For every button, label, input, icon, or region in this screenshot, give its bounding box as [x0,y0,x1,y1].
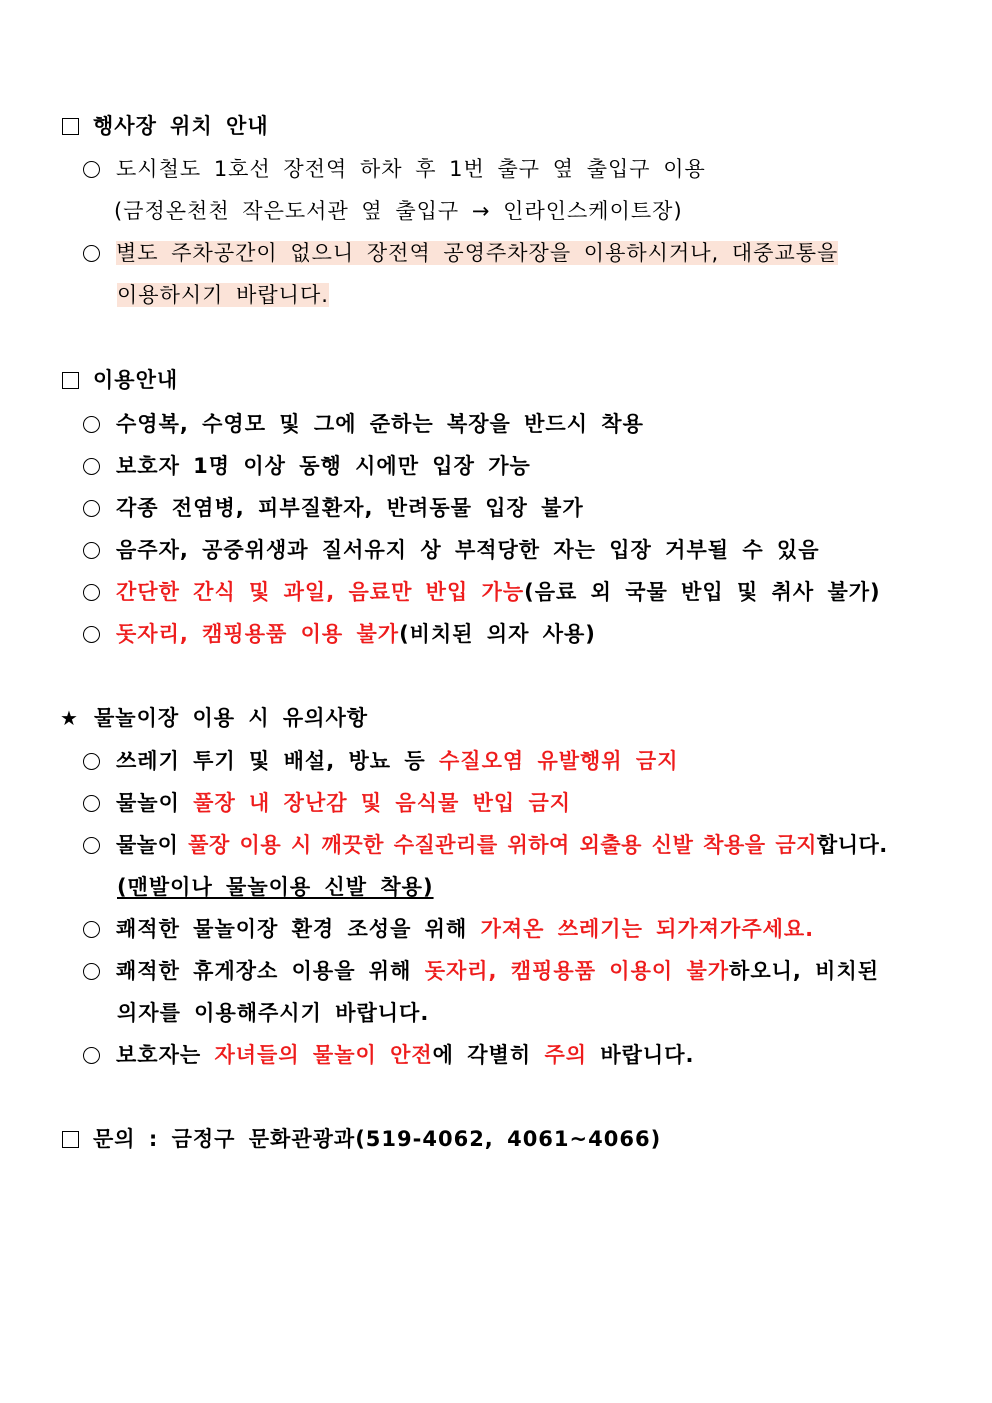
list-item [83,830,888,860]
heading-text: 행사장 위치 안내 [93,114,269,138]
list-item-continuation [117,998,429,1028]
red-emphasis-text: 주의 [544,1043,588,1067]
list-item [83,956,879,986]
red-emphasis-text: 풀장 이용 시 깨끗한 수질관리를 위하여 외출용 신발 착용을 금지 [188,833,817,857]
circle-icon [83,500,100,517]
item-text: 음주자, 공중위생과 질서유지 상 부적당한 자는 입장 거부될 수 있음 [116,538,820,562]
list-item [83,154,706,184]
contact-phone: (519-4062, 4061~4066) [355,1127,662,1151]
item-text: 보호자는 [116,1043,215,1067]
item-text: 물놀이 [116,791,194,815]
circle-icon [83,584,100,601]
section-heading-caution [60,703,368,733]
red-emphasis-text: 가져온 쓰레기는 되가져가주세요. [480,917,815,941]
item-text: 보호자 1명 이상 동행 시에만 입장 가능 [116,454,531,478]
section-heading-location [62,111,269,141]
section-heading-usage [62,365,178,395]
item-text: 쾌적한 휴게장소 이용을 위해 [116,959,425,983]
item-text: 각종 전염병, 피부질환자, 반려동물 입장 불가 [116,496,584,520]
list-item [83,451,531,481]
item-text: 의자를 이용해주시기 바랍니다. [117,1001,430,1025]
underlined-text: (맨발이나 물놀이용 신발 착용) [117,875,434,899]
item-text: 에 각별히 [432,1043,545,1067]
list-item [83,493,584,523]
item-text: (비치된 의자 사용) [399,622,596,646]
list-item [83,1040,694,1070]
circle-icon [83,795,100,812]
circle-icon [83,921,100,938]
red-emphasis-text: 수질오염 유발행위 금지 [439,749,679,773]
circle-icon [83,161,100,178]
circle-icon [83,753,100,770]
list-item [83,409,644,439]
circle-icon [83,963,100,980]
list-item [83,619,596,649]
square-icon [62,372,79,389]
item-text: 쾌적한 물놀이장 환경 조성을 위해 [116,917,481,941]
list-item [83,788,571,818]
circle-icon [83,245,100,262]
circle-icon [83,837,100,854]
highlighted-text: 이용하시기 바랍니다. [117,283,329,307]
list-item [83,577,881,607]
list-item [83,914,814,944]
item-text: (금정온천천 작은도서관 옆 출입구 → 인라인스케이트장) [114,199,683,223]
item-text: 쓰레기 투기 및 배설, 방뇨 등 [116,749,439,773]
item-text: 하오니, 비치된 [729,959,880,983]
heading-text: 이용안내 [93,368,179,392]
red-emphasis-text: 돗자리, 캠핑용품 이용이 불가 [424,959,730,983]
list-item [83,535,820,565]
red-emphasis-text: 간단한 간식 및 과일, 음료만 반입 가능 [116,580,525,604]
red-emphasis-text: 돗자리, 캠핑용품 이용 불가 [116,622,400,646]
contact-label: 문의 : 금정구 문화관광과 [93,1127,356,1151]
highlighted-text: 별도 주차공간이 없으니 장전역 공영주차장을 이용하시거나, 대중교통을 [116,241,839,265]
circle-icon [83,542,100,559]
circle-icon [83,416,100,433]
circle-icon [83,1047,100,1064]
square-icon [62,1131,79,1148]
contact-line [62,1124,661,1154]
item-text: 바랍니다. [587,1043,695,1067]
item-text: 수영복, 수영모 및 그에 준하는 복장을 반드시 착용 [116,412,644,436]
item-text: 도시철도 1호선 장전역 하차 후 1번 출구 옆 출입구 이용 [116,157,706,181]
list-item [83,746,678,776]
list-item-continuation [117,280,329,310]
star-icon: ★ [60,706,79,730]
list-item-continuation [114,196,683,226]
item-text: 합니다. [816,833,888,857]
square-icon [62,118,79,135]
list-item [83,238,838,268]
item-text: 물놀이 [116,833,189,857]
red-emphasis-text: 자녀들의 물놀이 안전 [214,1043,433,1067]
item-text: (음료 외 국물 반입 및 취사 불가) [524,580,881,604]
list-item-continuation [117,872,434,902]
red-emphasis-text: 풀장 내 장난감 및 음식물 반입 금지 [193,791,572,815]
circle-icon [83,626,100,643]
heading-text: 물놀이장 이용 시 유의사항 [94,706,369,730]
circle-icon [83,458,100,475]
